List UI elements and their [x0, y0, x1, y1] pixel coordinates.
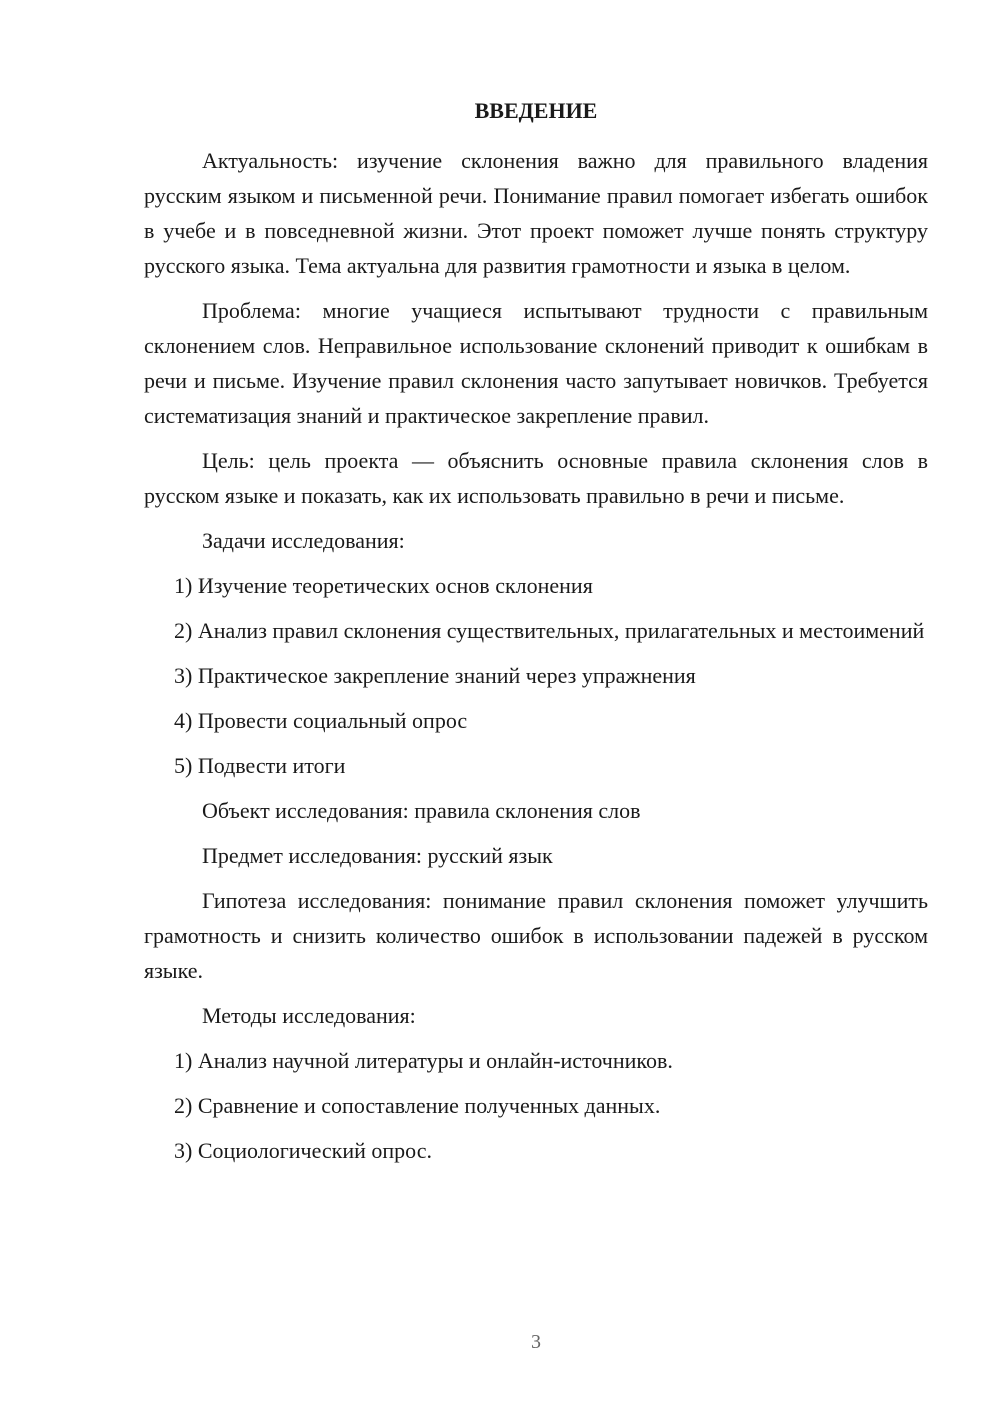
tasks-heading: Задачи исследования: [202, 528, 405, 553]
task-item-1: 1) Изучение теоретических основ склонения [174, 573, 593, 598]
task-item-2: 2) Анализ правил склонения существительных, прилагательных и местоимений [174, 618, 925, 643]
subject-line: Предмет исследования: русский язык [202, 843, 553, 868]
method-item-2: 2) Сравнение и сопоставление полученных данных. [174, 1093, 661, 1118]
task-item-4: 4) Провести социальный опрос [174, 708, 468, 733]
problem-paragraph: Проблема: многие учащиеся испытывают трудности с правильным склонением слов. Неправильное использование склонений приводит к ошибкам в речи и письме. Изучение правил склонения часто запутывает новичков. Требуется систематизация знаний и практическое закрепление правил. [144, 298, 928, 428]
page-number: 3 [531, 1331, 541, 1353]
methods-heading: Методы исследования: [202, 1003, 416, 1028]
hypothesis-paragraph: Гипотеза исследования: понимание правил склонения поможет улучшить грамотность и снизить количество ошибок в использовании падежей в русском языке. [144, 888, 928, 983]
method-item-1: 1) Анализ научной литературы и онлайн-источников. [174, 1048, 673, 1073]
task-item-3: 3) Практическое закрепление знаний через упражнения [174, 663, 696, 688]
task-item-5: 5) Подвести итоги [174, 753, 346, 778]
document-page [144, 95, 928, 1178]
relevance-paragraph: Актуальность: изучение склонения важно для правильного владения русским языком и письменной речи. Понимание правил помогает избегать ошибок в учебе и в повседневной жизни. Этот проект поможет лучше понять структуру русского языка. Тема актуальна для развития грамотности и языка в целом. [144, 148, 928, 278]
section-title: ВВЕДЕНИЕ [474, 98, 598, 123]
object-line: Объект исследования: правила склонения слов [202, 798, 641, 823]
method-item-3: 3) Социологический опрос. [174, 1138, 432, 1163]
goal-paragraph: Цель: цель проекта — объяснить основные правила склонения слов в русском языке и показать, как их использовать правильно в речи и письме. [144, 448, 928, 508]
